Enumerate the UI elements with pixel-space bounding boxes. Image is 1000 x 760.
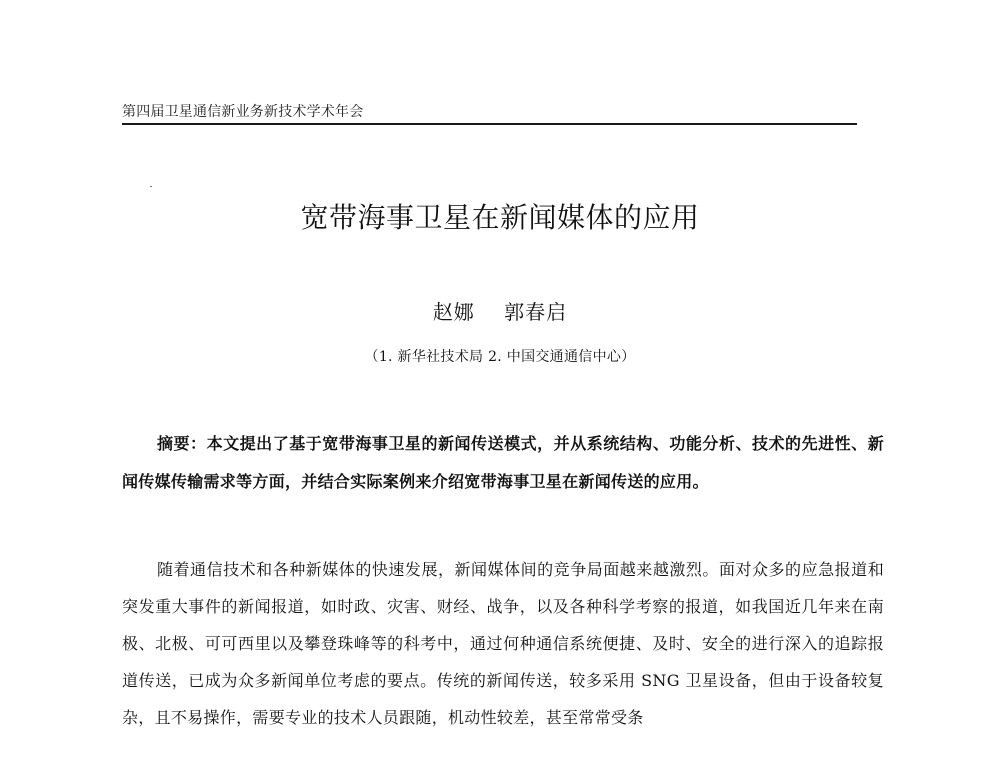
body-paragraph: 随着通信技术和各种新媒体的快速发展，新闻媒体间的竞争局面越来越激烈。面对众多的应急报道和突发重大事件的新闻报道，如时政、灾害、财经、战争，以及各种科学考察的报道，如我国近几年来在南极、北极、可可西里以及攀登珠峰等的科考中，通过何种通信系统便捷、及时、安全的进行深入的追踪报道传送，已成为众多新闻单位考虑的要点。传统的新闻传送，较多采用 SNG 卫星设备，但由于设备较复杂，且不易操作，需要专业的技术人员跟随，机动性较差，甚至常常受条 bbox=[122, 560, 884, 727]
scan-speck bbox=[150, 186, 152, 187]
header-rule bbox=[122, 123, 857, 125]
abstract-text: 本文提出了基于宽带海事卫星的新闻传送模式，并从系统结构、功能分析、技术的先进性、新闻传媒传输需求等方面，并结合实际案例来介绍宽带海事卫星在新闻传送的应用。 bbox=[122, 434, 884, 491]
abstract bbox=[122, 425, 884, 501]
paper-title: 宽带海事卫星在新闻媒体的应用 bbox=[300, 201, 700, 234]
paper-authors: 赵娜 郭春启 bbox=[432, 300, 568, 324]
abstract-label: 摘要： bbox=[157, 434, 207, 453]
paper-affiliation: （1. 新华社技术局 2. 中国交通通信中心） bbox=[364, 349, 636, 365]
running-header: 第四届卫星通信新业务新技术学术年会 bbox=[122, 104, 364, 120]
